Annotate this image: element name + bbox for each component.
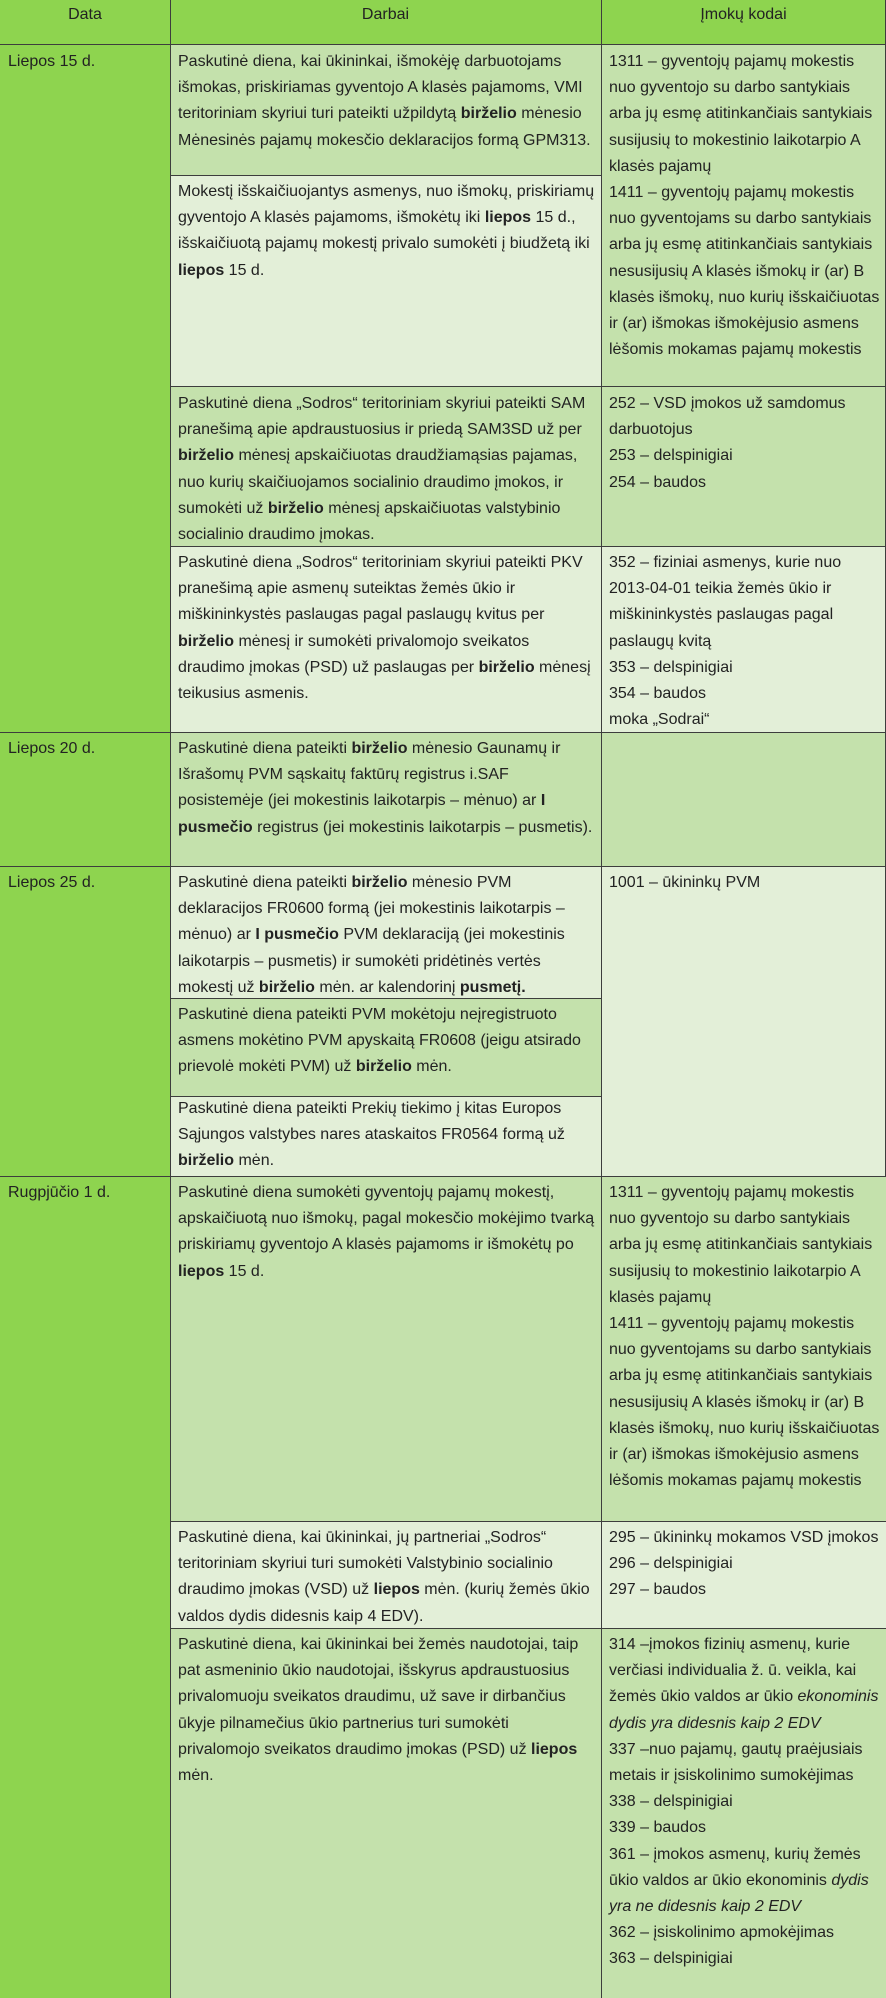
col-divider bbox=[170, 0, 171, 1998]
date-cell: Liepos 15 d. bbox=[0, 45, 170, 732]
row-divider bbox=[170, 175, 601, 176]
code-cell: 252 – VSD įmokos už samdomus darbuotojus 253 – delspinigiai 254 – baudos bbox=[601, 387, 886, 546]
row-divider bbox=[0, 44, 886, 45]
code-cell bbox=[601, 732, 886, 866]
task-cell: Paskutinė diena „Sodros“ teritoriniam skyriui pateikti SAM pranešimą apie apdraustuosius ir priedą SAM3SD už per birželio mėnesį apskaičiuotas draudžiamąsias pajamas, nuo kurių skaičiuojamos socialinio draudimo įmokos, ir sumokėti už birželio mėnesį apskaičiuotas valstybinio socialinio draudimo įmokas. bbox=[170, 387, 601, 546]
task-cell: Mokestį išskaičiuojantys asmenys, nuo išmokų, priskiriamų gyventojo A klasės pajamoms, išmokėtų iki liepos 15 d., išskaičiuotą pajamų mokestį privalo sumokėti į biudžetą iki liepos 15 d. bbox=[170, 175, 601, 387]
task-cell: Paskutinė diena, kai ūkininkai bei žemės naudotojai, taip pat asmeninio ūkio naudotojai, išskyrus apdraustuosius privalomuoju sveikatos draudimu, už save ir dirbančius ūkyje pilnamečius ūkio partnerius turi sumokėti privalomojo sveikatos draudimo įmokas (PSD) už liepos mėn. bbox=[170, 1628, 601, 1998]
date-cell: Rugpjūčio 1 d. bbox=[0, 1176, 170, 1998]
task-cell: Paskutinė diena „Sodros“ teritoriniam skyriui pateikti PKV pranešimą apie asmenų suteiktas žemės ūkio ir miškininkystės paslaugas pagal paslaugų kvitus per birželio mėnesį ir sumokėti privalomojo sveikatos draudimo įmokas (PSD) už paslaugas per birželio mėnesį teikusius asmenis. bbox=[170, 546, 601, 732]
row-divider bbox=[170, 1521, 886, 1522]
row-divider bbox=[0, 732, 886, 733]
code-cell: 1001 – ūkininkų PVM bbox=[601, 866, 886, 1176]
row-divider bbox=[170, 1096, 601, 1097]
code-cell: 314 –įmokos fizinių asmenų, kurie verčiasi individualia ž. ū. veikla, kai žemės ūkio valdos ar ūkio ekonominis dydis yra didesnis kaip 2 EDV 337 –nuo pajamų, gautų praėjusiais metais ir įsiskolinimo sumokėjimas 338 – delspinigiai 339 – baudos 361 – įmokos asmenų, kurių žemės ūkio valdos ar ūkio ekonominis dydis yra ne didesnis kaip 2 EDV 362 – įsiskolinimo apmokėjimas 363 – delspinigiai bbox=[601, 1628, 886, 1998]
task-cell: Paskutinė diena, kai ūkininkai, išmokėję darbuotojams išmokas, priskiriamas gyventojo A klasės pajamoms, VMI teritoriniam skyriui turi pateikti užpildytą birželio mėnesio Mėnesinės pajamų mokesčio deklaracijos formą GPM313. bbox=[170, 45, 601, 175]
header-data: Data bbox=[0, 0, 170, 45]
task-cell: Paskutinė diena pateikti PVM mokėtoju neįregistruoto asmens mokėtino PVM apyskaitą FR0608 (jeigu atsirado prievolė mokėti PVM) už birželio mėn. bbox=[170, 998, 601, 1096]
code-cell: 1311 – gyventojų pajamų mokestis nuo gyventojo su darbo santykiais arba jų esmę atitinkančiais santykiais susijusių to mokestinio laikotarpio A klasės pajamų 1411 – gyventojų pajamų mokestis nuo gyventojams su darbo santykiais arba jų esmę atitinkančiais santykiais nesusijusių A klasės išmokų ir (ar) B klasės išmokų, nuo kurių išskaičiuotas ir (ar) išmokas išmokėjusio asmens lėšomis mokamas pajamų mokestis bbox=[601, 45, 886, 387]
task-cell: Paskutinė diena, kai ūkininkai, jų partneriai „Sodros“ teritoriniam skyriui turi sumokėti Valstybinio socialinio draudimo įmokas (VSD) už liepos mėn. (kurių žemės ūkio valdos dydis didesnis kaip 4 EDV). bbox=[170, 1521, 601, 1628]
row-divider bbox=[170, 546, 886, 547]
row-divider bbox=[0, 1176, 886, 1177]
row-divider bbox=[0, 866, 886, 867]
header-kodai: Įmokų kodai bbox=[601, 0, 886, 45]
task-cell: Paskutinė diena pateikti birželio mėnesio PVM deklaracijos FR0600 formą (jei mokestinis laikotarpis – mėnuo) ar I pusmečio PVM deklaraciją (jei mokestinis laikotarpis – pusmetis) ir sumokėti pridėtinės vertės mokestį už birželio mėn. ar kalendorinį pusmetį. bbox=[170, 866, 601, 998]
row-divider bbox=[170, 386, 886, 387]
code-cell: 352 – fiziniai asmenys, kurie nuo 2013-04-01 teikia žemės ūkio ir miškininkystės paslaugas pagal paslaugų kvitą 353 – delspinigiai 354 – baudos moka „Sodrai“ bbox=[601, 546, 886, 732]
date-cell: Liepos 25 d. bbox=[0, 866, 170, 1176]
code-cell: 1311 – gyventojų pajamų mokestis nuo gyventojo su darbo santykiais arba jų esmę atitinkančiais santykiais susijusių to mokestinio laikotarpio A klasės pajamų 1411 – gyventojų pajamų mokestis nuo gyventojams su darbo santykiais arba jų esmę atitinkančiais santykiais nesusijusių A klasės išmokų ir (ar) B klasės išmokų, nuo kurių išskaičiuotas ir (ar) išmokas išmokėjusio asmens lėšomis mokamas pajamų mokestis bbox=[601, 1176, 886, 1521]
task-cell: Paskutinė diena sumokėti gyventojų pajamų mokestį, apskaičiuotą nuo išmokų, pagal mokesčio mokėjimo tvarką priskiriamų gyventojo A klasės pajamoms ir išmokėtų po liepos 15 d. bbox=[170, 1176, 601, 1521]
code-cell: 295 – ūkininkų mokamos VSD įmokos 296 – delspinigiai 297 – baudos bbox=[601, 1521, 886, 1628]
col-divider bbox=[601, 0, 602, 1998]
task-cell: Paskutinė diena pateikti Prekių tiekimo į kitas Europos Sąjungos valstybes nares ataskaitos FR0564 formą už birželio mėn. bbox=[170, 1096, 601, 1176]
date-cell: Liepos 20 d. bbox=[0, 732, 170, 866]
row-divider bbox=[170, 998, 601, 999]
task-cell: Paskutinė diena pateikti birželio mėnesio Gaunamų ir Išrašomų PVM sąskaitų faktūrų registrus i.SAF posistemėje (jei mokestinis laikotarpis – mėnuo) ar I pusmečio registrus (jei mokestinis laikotarpis – pusmetis). bbox=[170, 732, 601, 866]
header-darbai: Darbai bbox=[170, 0, 601, 45]
row-divider bbox=[170, 1628, 886, 1629]
